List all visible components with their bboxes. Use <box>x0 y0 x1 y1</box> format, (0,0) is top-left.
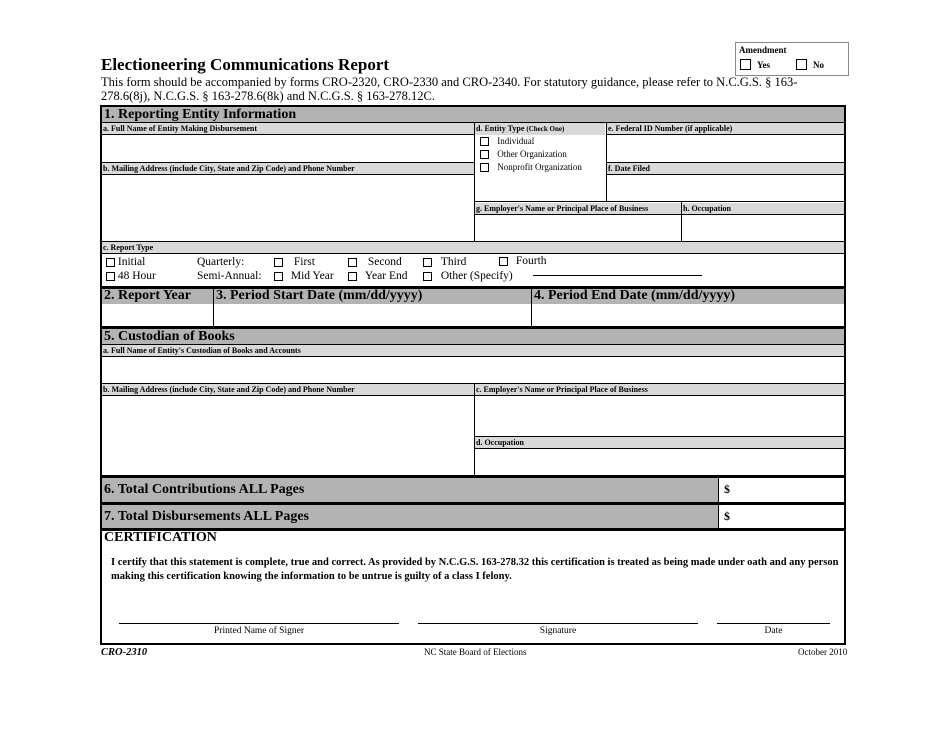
report-type-year-end[interactable]: Year End <box>348 270 407 282</box>
amendment-yes-label: Yes <box>757 59 770 70</box>
section1-d-label: d. Entity Type (Check One) <box>475 123 605 135</box>
contributions-currency: $ <box>724 482 730 496</box>
signature-label: Signature <box>539 626 577 636</box>
report-type-second[interactable]: Second <box>348 256 402 268</box>
report-year-field[interactable] <box>102 304 213 326</box>
initial-checkbox[interactable] <box>106 258 115 267</box>
section1-e-label: e. Federal ID Number (if applicable) <box>607 123 844 134</box>
printed-name-label: Printed Name of Signer <box>214 626 304 636</box>
amendment-yes-option[interactable] <box>740 59 770 70</box>
federal-id-field[interactable] <box>607 135 844 161</box>
period-end-field[interactable] <box>532 304 844 326</box>
hour48-checkbox[interactable] <box>106 272 115 281</box>
individual-checkbox[interactable] <box>480 137 489 146</box>
entity-type-other-organization[interactable]: Other Organization <box>480 149 567 159</box>
footer-date: October 2010 <box>798 647 848 657</box>
section2-header: 2. Report Year <box>104 288 191 303</box>
fourth-checkbox[interactable] <box>499 257 508 266</box>
report-type-mid-year[interactable]: Mid Year <box>274 270 334 282</box>
section1-h-label: h. Occupation <box>682 203 844 214</box>
disbursements-currency: $ <box>724 509 730 523</box>
section7-header: 7. Total Disbursements ALL Pages <box>102 505 718 528</box>
footer-agency: NC State Board of Elections <box>424 647 527 657</box>
report-type-third[interactable]: Third <box>423 256 466 268</box>
printed-name-field[interactable] <box>119 623 399 624</box>
section1-c-label: c. Report Type <box>102 242 844 253</box>
section1-f-label: f. Date Filed <box>607 163 844 174</box>
amendment-no-checkbox[interactable] <box>796 59 807 70</box>
other-specify-field[interactable] <box>533 275 702 276</box>
form-title: Electioneering Communications Report <box>101 55 390 74</box>
amendment-label: Amendment <box>739 45 787 55</box>
period-start-field[interactable] <box>214 304 531 326</box>
mid-year-checkbox[interactable] <box>274 272 283 281</box>
other-checkbox[interactable] <box>423 272 432 281</box>
date-signed-label: Date <box>764 626 783 636</box>
report-form <box>100 105 846 645</box>
total-contributions-field[interactable] <box>737 478 842 502</box>
year-end-checkbox[interactable] <box>348 272 357 281</box>
entity-address-field[interactable] <box>102 175 474 241</box>
amendment-box <box>735 42 849 76</box>
report-type-first[interactable]: First <box>274 256 315 268</box>
first-checkbox[interactable] <box>274 258 283 267</box>
section4-header: 4. Period End Date (mm/dd/yyyy) <box>534 288 736 303</box>
report-type-initial[interactable]: Initial <box>106 256 145 268</box>
entity-name-field[interactable] <box>102 135 474 161</box>
custodian-name-field[interactable] <box>102 357 844 383</box>
amendment-yes-checkbox[interactable] <box>740 59 751 70</box>
second-checkbox[interactable] <box>348 258 357 267</box>
section3-header: 3. Period Start Date (mm/dd/yyyy) <box>216 288 423 303</box>
report-type-48-hour[interactable]: 48 Hour <box>106 270 156 282</box>
section5-d-label: d. Occupation <box>475 437 844 448</box>
form-id: CRO-2310 <box>101 647 148 658</box>
section6-header: 6. Total Contributions ALL Pages <box>102 478 718 502</box>
third-checkbox[interactable] <box>423 258 432 267</box>
form-intro: This form should be accompanied by forms CRO-2320, CRO-2330 and CRO-2340. For statutory guidance, please refer to N.C.G.S. § 163-278.6(8j), N.C.G.S. § 163-278.6(8k) and N.C.G.S. § 163-278.12C. <box>101 75 798 103</box>
section1-header: 1. Reporting Entity Information <box>102 107 844 122</box>
section5-c-label: c. Employer's Name or Principal Place of Business <box>475 384 844 395</box>
total-disbursements-field[interactable] <box>737 505 842 528</box>
section5-header: 5. Custodian of Books <box>102 329 844 345</box>
section5-a-label: a. Full Name of Entity's Custodian of Books and Accounts <box>102 345 844 356</box>
date-signed-field[interactable] <box>717 623 830 624</box>
report-type-other[interactable]: Other (Specify) <box>423 270 513 282</box>
occupation-field[interactable] <box>682 215 844 241</box>
signature-field[interactable] <box>418 623 698 624</box>
employer-field[interactable] <box>475 215 681 241</box>
semiannual-label: Semi-Annual: <box>197 270 262 282</box>
entity-type-nonprofit[interactable]: Nonprofit Organization <box>480 162 582 172</box>
other-organization-checkbox[interactable] <box>480 150 489 159</box>
amendment-no-label: No <box>813 59 824 70</box>
section1-g-label: g. Employer's Name or Principal Place of Business <box>475 203 681 214</box>
amendment-no-option[interactable] <box>796 59 824 70</box>
certification-text: I certify that this statement is complete, true and correct. As provided by N.C.G.S. 163-278.32 this certification is treated as being made under oath and any person making this certification knowing the information to be untrue is guilty of a class I felony. <box>111 557 839 582</box>
custodian-occupation-field[interactable] <box>475 449 844 475</box>
section1-a-label: a. Full Name of Entity Making Disbursement <box>102 123 474 134</box>
date-filed-field[interactable] <box>607 175 844 201</box>
custodian-address-field[interactable] <box>102 396 474 475</box>
quarterly-label: Quarterly: <box>197 256 245 268</box>
entity-type-individual[interactable]: Individual <box>480 136 534 146</box>
section5-b-label: b. Mailing Address (include City, State and Zip Code) and Phone Number <box>102 384 474 395</box>
report-type-fourth[interactable]: Fourth <box>499 255 547 267</box>
nonprofit-checkbox[interactable] <box>480 163 489 172</box>
certification-header: CERTIFICATION <box>102 531 844 544</box>
custodian-employer-field[interactable] <box>475 396 844 436</box>
section1-b-label: b. Mailing Address (include City, State and Zip Code) and Phone Number <box>102 163 474 174</box>
